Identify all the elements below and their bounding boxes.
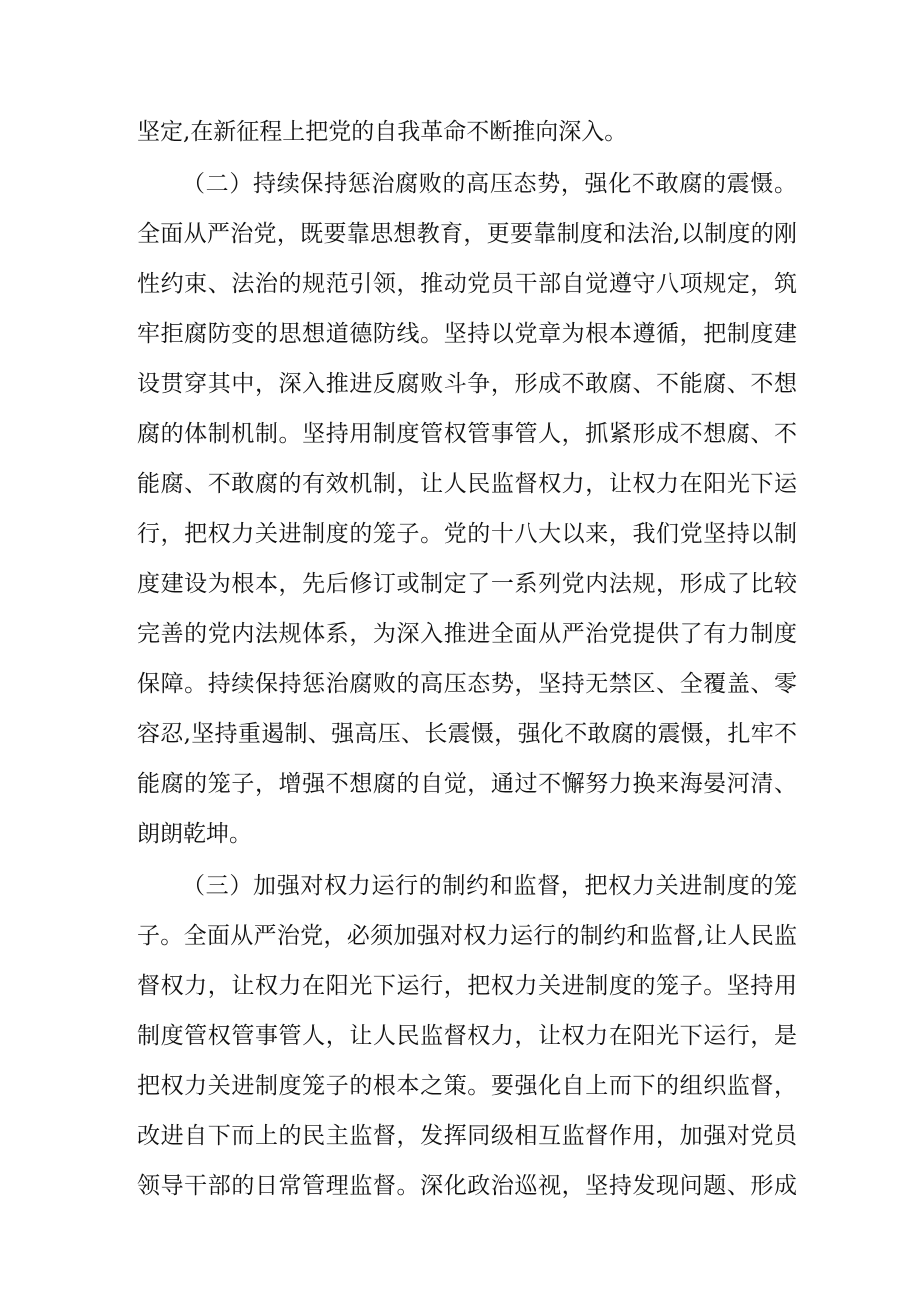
text-line: 性约束、法治的规范引领，推动党员干部自觉遵守八项规定，筑: [137, 271, 797, 297]
text-line: 坚定,在新征程上把党的自我革命不断推向深入。: [137, 119, 628, 145]
text-line: 能腐、不敢腐的有效机制，让人民监督权力，让权力在阳光下运: [137, 471, 797, 497]
text-line: 保障。持续保持惩治腐败的高压态势，坚持无禁区、全覆盖、零: [137, 671, 797, 697]
text-line: 腐的体制机制。坚持用制度管权管事管人，抓紧形成不想腐、不: [137, 421, 797, 447]
text-line: 改进自下而上的民主监督，发挥同级相互监督作用，加强对党员: [137, 1123, 797, 1149]
text-line: 全面从严治党，既要靠思想教育，更要靠制度和法治,以制度的刚: [137, 221, 797, 247]
text-line: 设贯穿其中，深入推进反腐败斗争，形成不敢腐、不能腐、不想: [137, 371, 797, 397]
text-line: 把权力关进制度笼子的根本之策。要强化自上而下的组织监督，: [137, 1073, 797, 1099]
text-line: 完善的党内法规体系，为深入推进全面从严治党提供了有力制度: [137, 621, 797, 647]
text-line: 制度管权管事管人，让人民监督权力，让权力在阳光下运行，是: [137, 1023, 797, 1049]
text-line: 领导干部的日常管理监督。深化政治巡视，坚持发现问题、形成: [137, 1173, 797, 1199]
text-line: 行，把权力关进制度的笼子。党的十八大以来，我们党坚持以制: [137, 521, 797, 547]
text-line: 能腐的笼子，增强不想腐的自觉，通过不懈努力换来海晏河清、: [137, 771, 797, 797]
text-line: 容忍,坚持重遏制、强高压、长震慑，强化不敢腐的震慑，扎牢不: [137, 721, 797, 747]
text-line: 子。全面从严治党，必须加强对权力运行的制约和监督,让人民监: [137, 923, 797, 949]
text-line: 牢拒腐防变的思想道德防线。坚持以党章为根本遵循，把制度建: [137, 321, 797, 347]
text-line: 督权力，让权力在阳光下运行，把权力关进制度的笼子。坚持用: [137, 973, 797, 999]
section-heading-3: （三）加强对权力运行的制约和监督，把权力关进制度的笼: [182, 873, 797, 899]
text-line: 朗朗乾坤。: [137, 821, 252, 847]
section-heading-2: （二）持续保持惩治腐败的高压态势，强化不敢腐的震慑。: [182, 171, 797, 197]
text-line: 度建设为根本，先后修订或制定了一系列党内法规，形成了比较: [137, 571, 797, 597]
